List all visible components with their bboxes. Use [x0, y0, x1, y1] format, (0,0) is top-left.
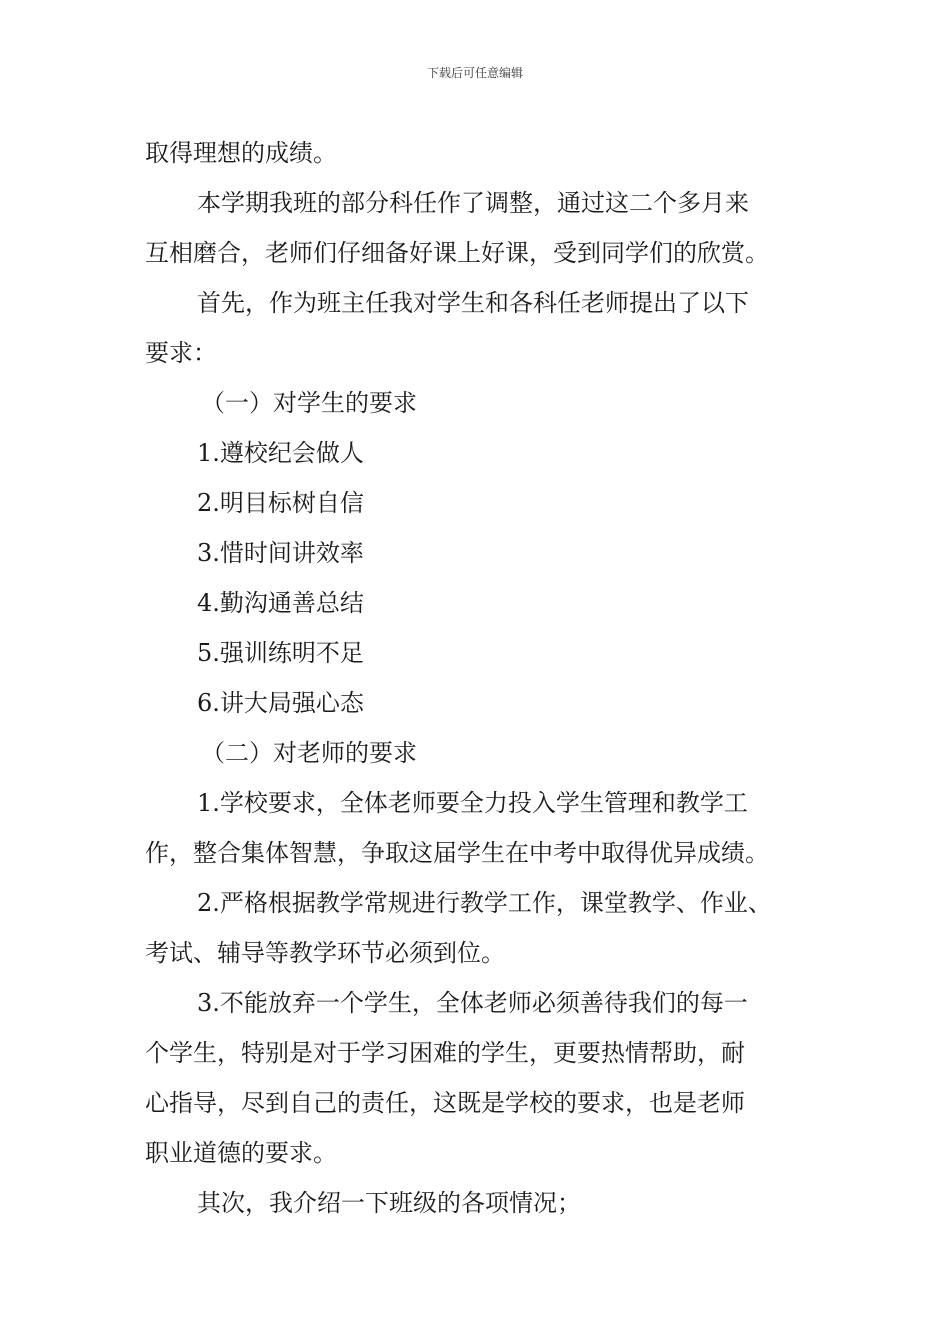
list-item: 3.惜时间讲效率 [197, 539, 364, 567]
paragraph-line: 个学生，特别是对于学习困难的学生，更要热情帮助，耐 [145, 1039, 745, 1067]
paragraph-line: 取得理想的成绩。 [145, 139, 337, 167]
page-header: 下载后可任意编辑 [426, 66, 523, 80]
list-item: 4.勤沟通善总结 [197, 589, 364, 617]
paragraph-line: 要求： [145, 339, 217, 367]
list-item: 6.讲大局强心态 [197, 689, 364, 717]
list-item: 1.遵校纪会做人 [197, 439, 364, 467]
paragraph-line: 首先，作为班主任我对学生和各科任老师提出了以下 [197, 289, 749, 317]
paragraph-line: 职业道德的要求。 [145, 1139, 337, 1167]
paragraph-line: 其次，我介绍一下班级的各项情况； [197, 1189, 581, 1217]
paragraph-line: 作，整合集体智慧，争取这届学生在中考中取得优异成绩。 [145, 839, 769, 867]
section-heading: （一）对学生的要求 [201, 389, 417, 417]
paragraph-line: 2.严格根据教学常规进行教学工作，课堂教学、作业、 [197, 889, 772, 917]
section-heading: （二）对老师的要求 [201, 739, 417, 767]
paragraph-line: 本学期我班的部分科任作了调整，通过这二个多月来 [197, 189, 749, 217]
paragraph-line: 3.不能放弃一个学生，全体老师必须善待我们的每一 [197, 989, 748, 1017]
list-item: 2.明目标树自信 [197, 489, 364, 517]
paragraph-line: 考试、辅导等教学环节必须到位。 [145, 939, 505, 967]
paragraph-line: 心指导，尽到自己的责任，这既是学校的要求，也是老师 [145, 1089, 745, 1117]
document-body [145, 128, 810, 1228]
list-item: 5.强训练明不足 [197, 639, 364, 667]
paragraph-line: 1.学校要求，全体老师要全力投入学生管理和教学工 [197, 789, 748, 817]
paragraph-line: 互相磨合，老师们仔细备好课上好课，受到同学们的欣赏。 [145, 239, 769, 267]
